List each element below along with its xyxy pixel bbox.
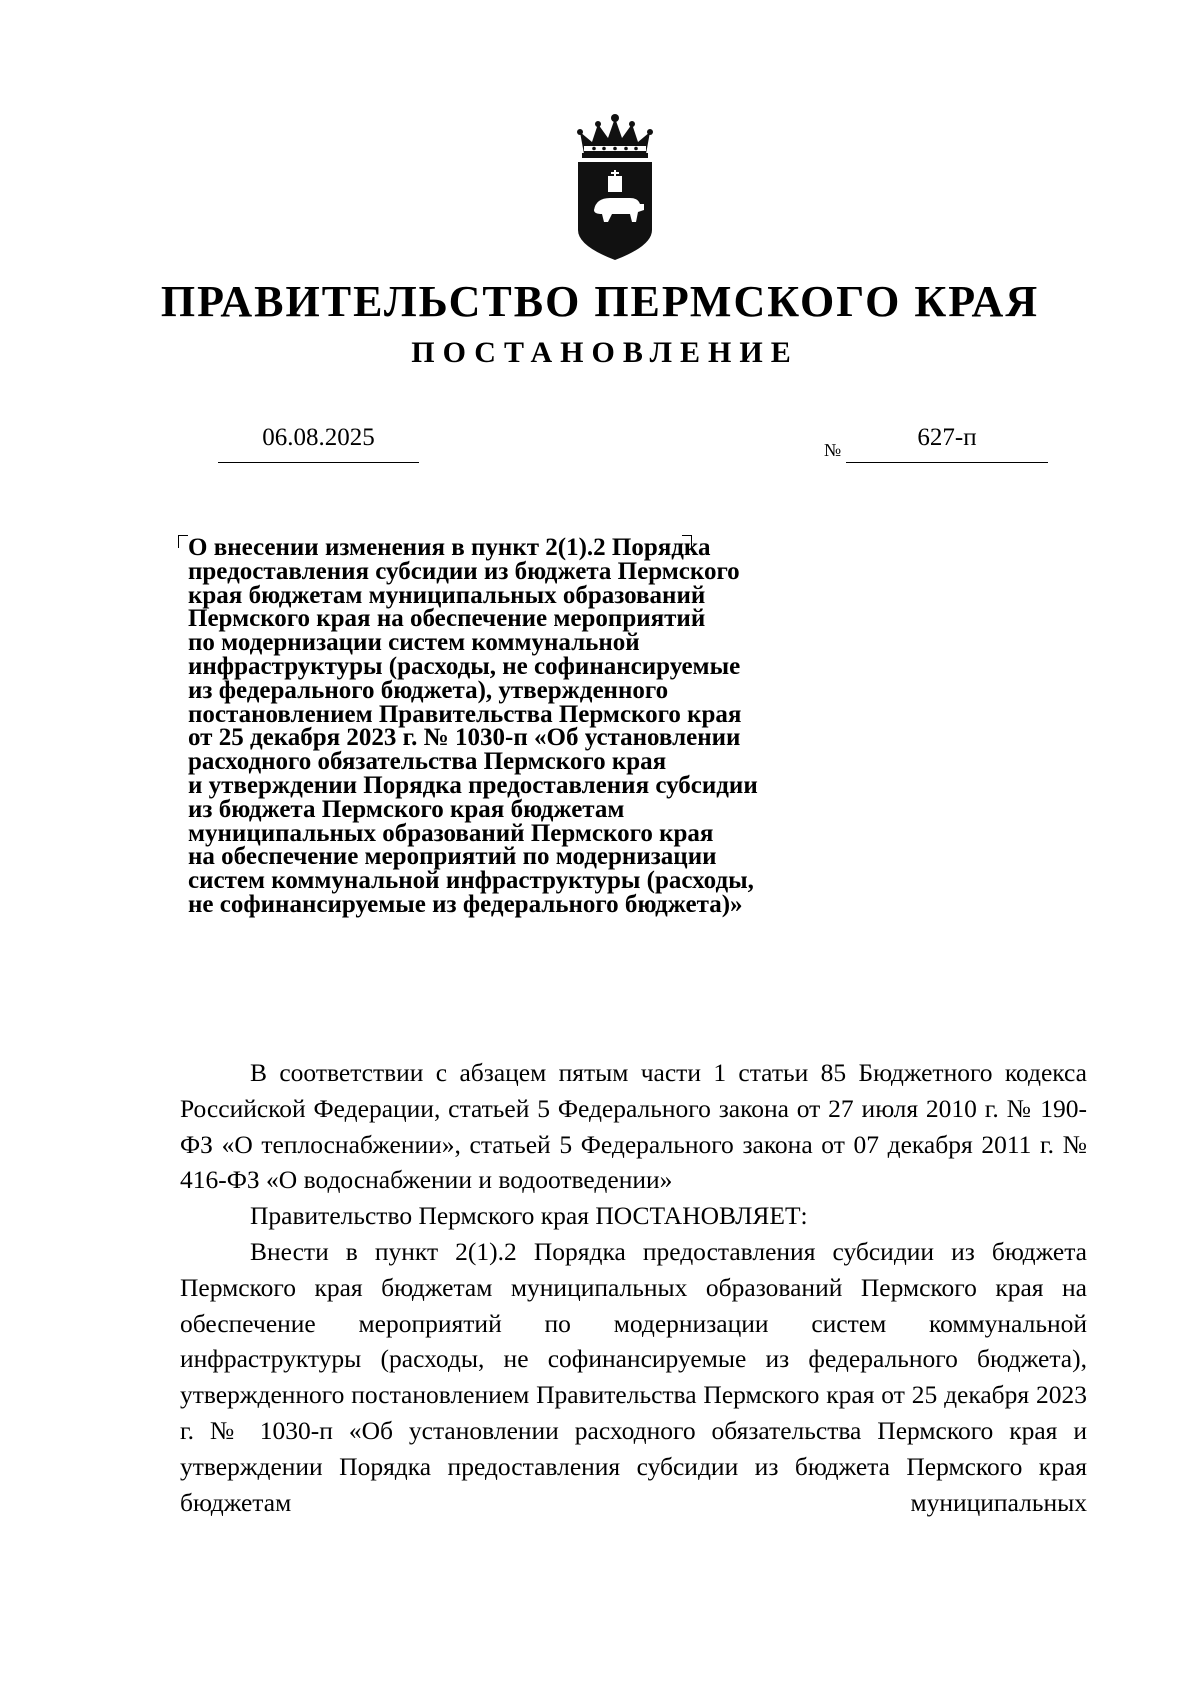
number-value: 627-п [917,424,977,451]
subject-line: из бюджета Пермского края бюджетам [188,795,625,823]
government-name: ПРАВИТЕЛЬСТВО ПЕРМСКОГО КРАЯ [160,277,1040,326]
subject-line: края бюджетам муниципальных образований [188,581,706,609]
subject-line: расходного обязательства Пермского края [188,748,667,776]
subject-line: инфраструктуры (расходы, не софинансируемые [188,652,741,680]
body-paragraph-amendment: Внести в пункт 2(1).2 Порядка предоставления субсидии из бюджета Пермского края бюджетам муниципальных образований Пермского края на обеспечение мероприятий по модернизации систем коммунальной инфраструктуры (расходы, не софинансируемые из федерального бюджета), утвержденного постановлением Правительства Пермского края от 25 декабря 2023 г. № 1030-п «Об установлении расходного обязательства Пермского края и утверждении Порядка предоставления субсидии из бюджета Пермского края бюджетам муниципальных [180,1236,1087,1517]
body-paragraph-legal-basis: В соответствии с абзацем пятым части 1 статьи 85 Бюджетного кодекса Российской Федерации, статьей 5 Федерального закона от 27 июля 2010 г. № 190-ФЗ «О теплоснабжении», статьей 5 Федерального закона от 07 декабря 2011 г. № 416-ФЗ «О водоснабжении и водоотведении» [180,1058,1087,1195]
subject-line: на обеспечение мероприятий по модернизации [188,843,717,871]
subject-line: муниципальных образований Пермского края [188,819,714,847]
document-subject [188,536,848,917]
number-sign: № [824,440,842,460]
subject-corner-left-mark [178,535,188,548]
subject-line: и утверждении Порядка предоставления субсидии [188,771,758,799]
document-body [180,1055,1087,1520]
subject-line: О внесении изменения в пункт 2(1).2 Порядка [188,534,711,561]
number-field [846,424,1048,463]
subject-line: не софинансируемые из федерального бюджета)» [188,890,743,918]
subject-line: по модернизации систем коммунальной [188,629,640,657]
date-value: 06.08.2025 [262,424,375,451]
subject-line: от 25 декабря 2023 г. № 1030-п «Об установлении [188,724,741,752]
coat-of-arms-icon [572,112,658,260]
date-field [218,424,419,463]
subject-line: из федерального бюджета), утвержденного [188,676,669,704]
body-paragraph-resolves: Правительство Пермского края ПОСТАНОВЛЯЕТ: [250,1201,808,1231]
subject-line: Пермского края на обеспечение мероприятий [188,605,706,633]
document-type: ПОСТАНОВЛЕНИЕ [411,336,799,369]
subject-line: постановлением Правительства Пермского края [188,700,742,728]
subject-line: систем коммунальной инфраструктуры (расходы, [188,867,754,895]
subject-line: предоставления субсидии из бюджета Пермского [188,557,740,585]
